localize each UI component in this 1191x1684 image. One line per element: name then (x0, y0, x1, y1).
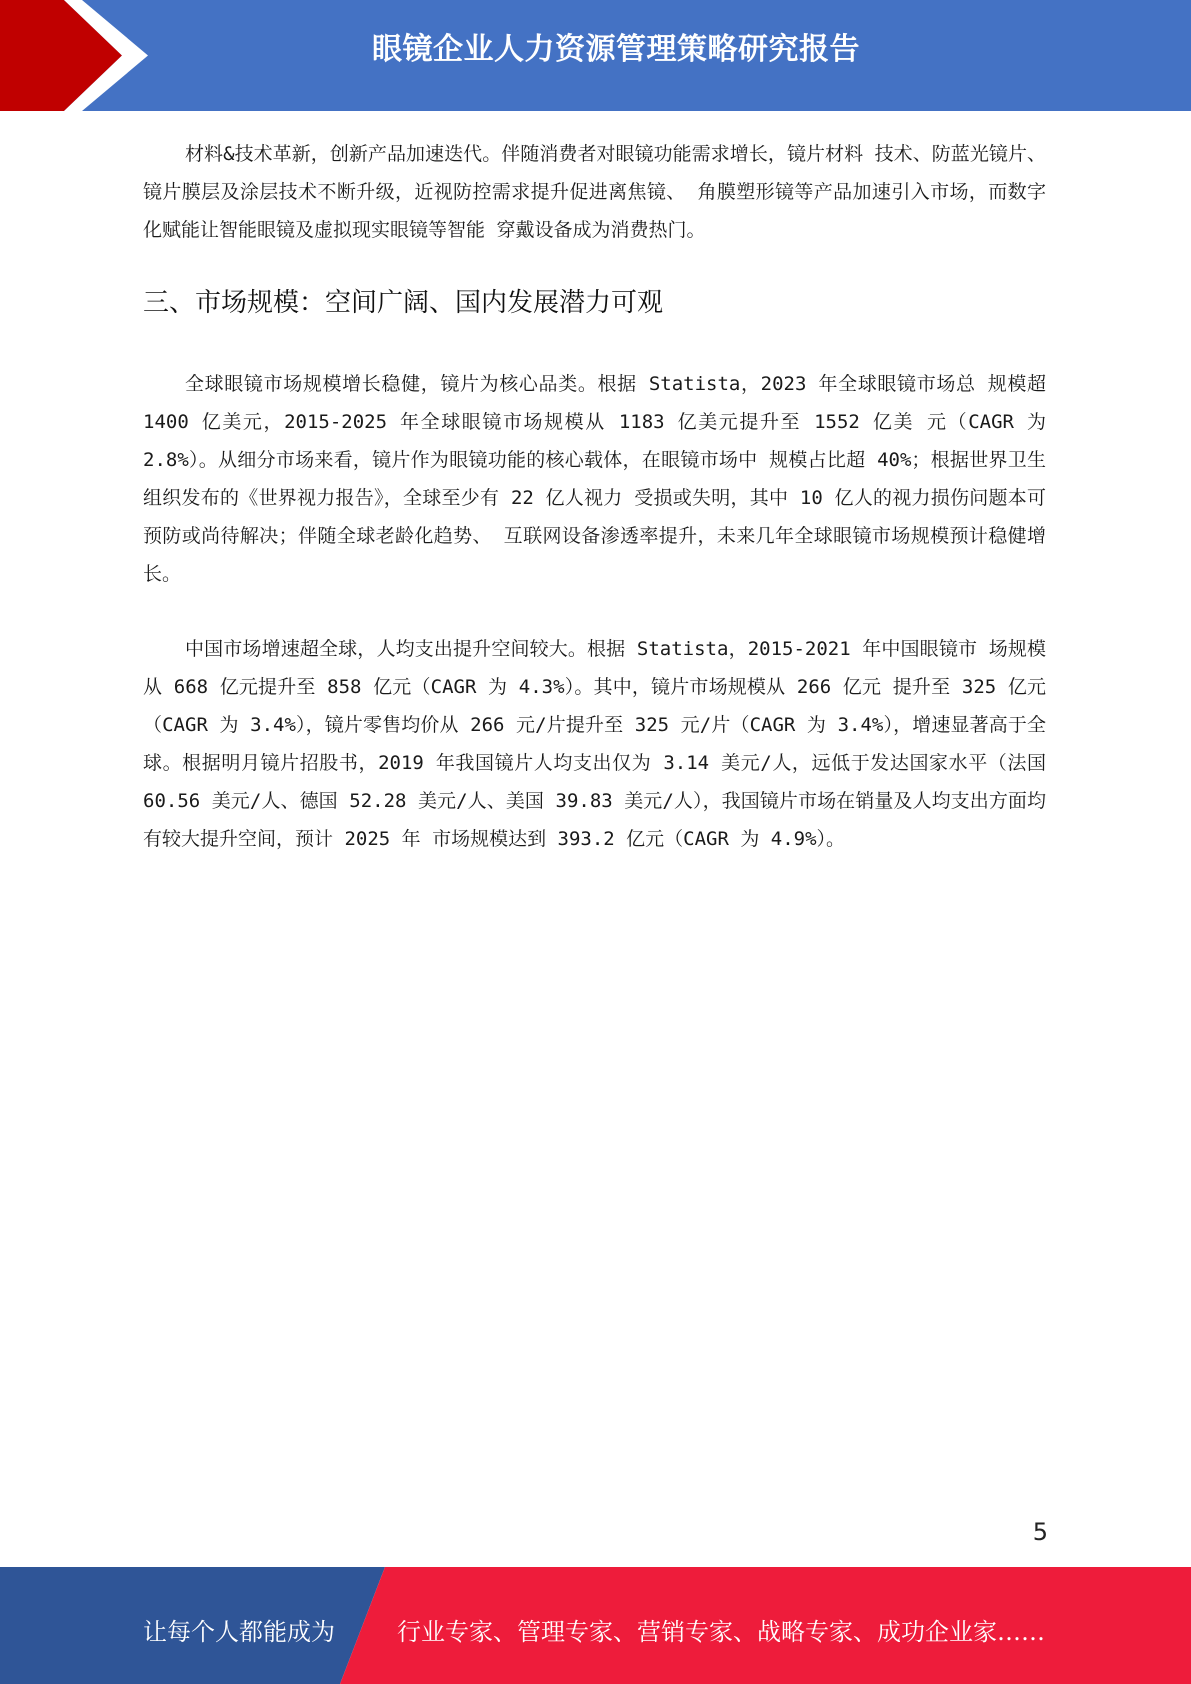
section-heading-market-size: 三、市场规模：空间广阔、国内发展潜力可观 (143, 288, 664, 318)
paragraph-material-innovation: 材料&技术革新，创新产品加速迭代。伴随消费者对眼镜功能需求增长，镜片材料 技术、防蓝光镜片、镜片膜层及涂层技术不断升级，近视防控需求提升促进离焦镜、 角膜塑形镜等产品加速引入市场，而数字化赋能让智能眼镜及虚拟现实眼镜等智能 穿戴设备成为消费热门。 (143, 143, 1046, 241)
report-body (143, 135, 1046, 858)
report-title: 眼镜企业人力资源管理策略研究报告 (372, 32, 860, 67)
paragraph-china-market: 中国市场增速超全球，人均支出提升空间较大。根据 Statista，2015-2021 年中国眼镜市 场规模从 668 亿元提升至 858 亿元（CAGR 为 4.3%）。其中，镜片市场规模从 266 亿元 提升至 325 亿元（CAGR 为 3.4%），镜片零售均价从 266 元/片提升至 325 元/片（CAGR 为 3.4%），增速显著高于全球。根据明月镜片招股书，2019 年我国镜片人均支出仅为 3.14 美元/人，远低于发达国家水平（法国 60.56 美元/人、德国 52.28 美元/人、美国 39.83 美元/人），我国镜片市场在销量及人均支出方面均有较大提升空间，预计 2025 年 市场规模达到 393.2 亿元（CAGR 为 4.9%）。 (143, 638, 1046, 850)
footer-slogan: 让每个人都能成为 (143, 1618, 335, 1646)
page-header (0, 0, 1191, 111)
page-number: 5 (1032, 1518, 1048, 1546)
paragraph-global-market: 全球眼镜市场规模增长稳健，镜片为核心品类。根据 Statista，2023 年全球眼镜市场总 规模超 1400 亿美元，2015-2025 年全球眼镜市场规模从 1183 亿美元提升至 1552 亿美 元（CAGR 为 2.8%）。从细分市场来看，镜片作为眼镜功能的核心载体，在眼镜市场中 规模占比超 40%；根据世界卫生组织发布的《世界视力报告》，全球至少有 22 亿人视力 受损或失明，其中 10 亿人的视力损伤问题本可预防或尚待解决；伴随全球老龄化趋势、 互联网设备渗透率提升，未来几年全球眼镜市场规模预计稳健增长。 (143, 373, 1046, 585)
footer-tagline: 行业专家、管理专家、营销专家、战略专家、成功企业家…… (397, 1618, 1045, 1646)
